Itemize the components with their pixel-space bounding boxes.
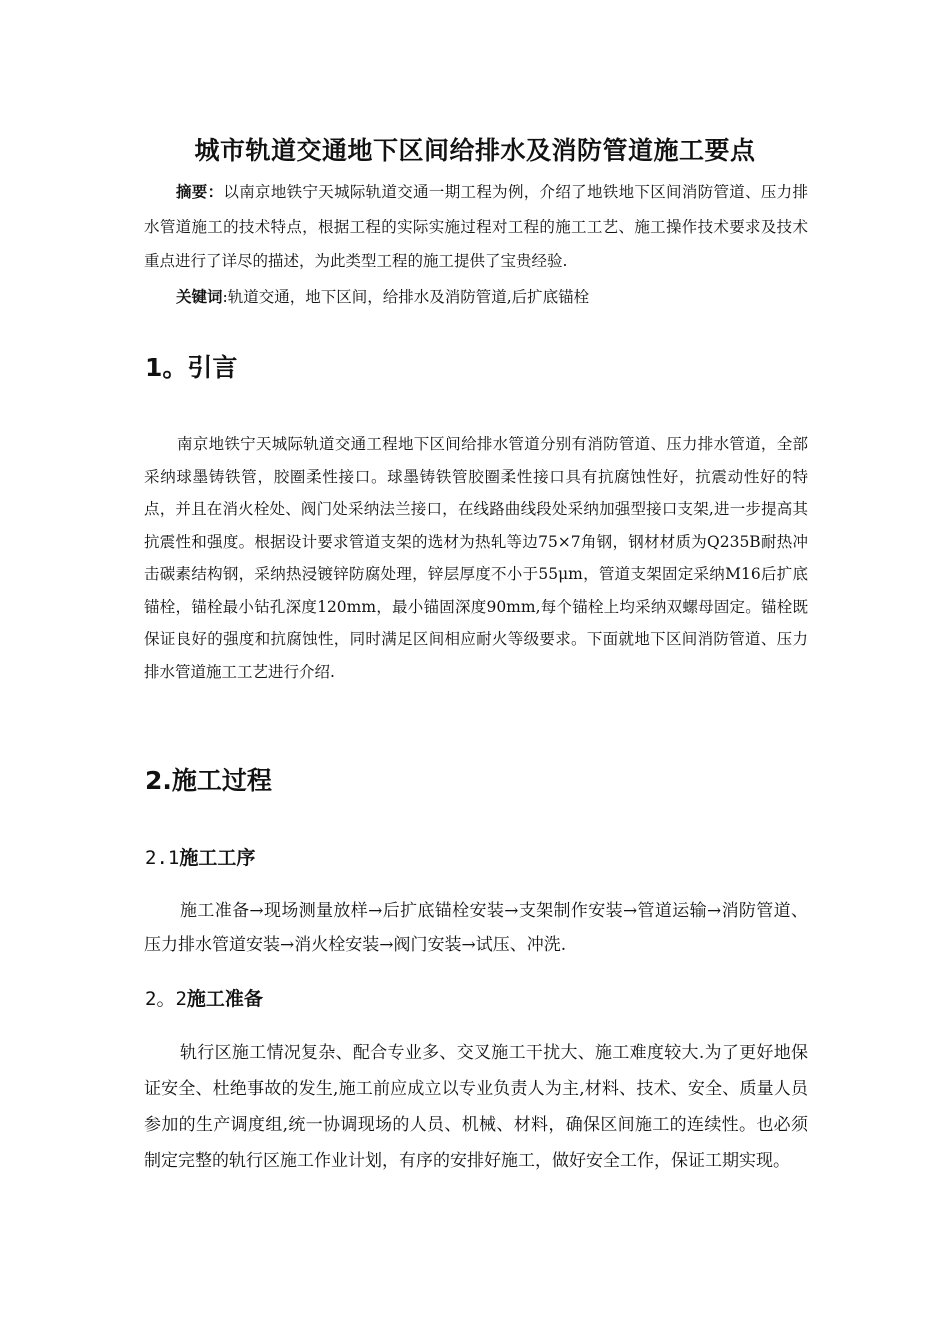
- abstract-text: 以南京地铁宁天城际轨道交通一期工程为例，介绍了地铁地下区间消防管道、压力排水管道施工的技术特点，根据工程的实际实施过程对工程的施工工艺、施工操作技术要求及技术重点进行了详尽的描述，为此类型工程的施工提供了宝贵经验.: [144, 183, 808, 270]
- document-title: 城市轨道交通地下区间给排水及消防管道施工要点: [194, 136, 756, 165]
- abstract-label: 摘要：: [176, 183, 224, 201]
- subsection-2-1-title: 施工工序: [179, 847, 256, 869]
- subsection-2-2-title: 施工准备: [186, 988, 263, 1010]
- abstract: [144, 175, 808, 279]
- subsection-2-2-paragraph: 轨行区施工情况复杂、配合专业多、交叉施工干扰大、施工难度较大.为了更好地保证安全、杜绝事故的发生,施工前应成立以专业负责人为主,材料、技术、安全、质量人员参加的生产调度组,统一协调现场的人员、机械、材料，确保区间施工的连续性。也必须制定完整的轨行区施工作业计划，有序的安排好施工，做好安全工作，保证工期实现。: [144, 1043, 808, 1171]
- keywords: [144, 282, 808, 312]
- section-1-heading: 1。引言: [145, 353, 238, 382]
- section-1-paragraph: 南京地铁宁天城际轨道交通工程地下区间给排水管道分别有消防管道、压力排水管道，全部采纳球墨铸铁管，胶圈柔性接口。球墨铸铁管胶圈柔性接口具有抗腐蚀性好，抗震动性好的特点，并且在消火栓处、阀门处采纳法兰接口，在线路曲线段处采纳加强型接口支架,进一步提高其抗震性和强度。根据设计要求管道支架的选材为热轧等边75×7角钢，钢材材质为Q235B耐热冲击碳素结构钢，采纳热浸镀锌防腐处理，锌层厚度不小于55μm，管道支架固定采纳M16后扩底锚栓，锚栓最小钻孔深度120mm，最小锚固深度90mm,每个锚栓上均采纳双螺母固定。锚栓既保证良好的强度和抗腐蚀性，同时满足区间相应耐火等级要求。下面就地下区间消防管道、压力排水管道施工工艺进行介绍.: [144, 435, 808, 681]
- subsection-2-1-paragraph: 施工准备→现场测量放样→后扩底锚栓安装→支架制作安装→管道运输→消防管道、压力排水管道安装→消火栓安装→阀门安装→试压、冲洗.: [144, 901, 808, 955]
- subsection-2-1-number: 2.1: [145, 847, 180, 869]
- subsection-2-2-number: 2。2: [145, 988, 187, 1010]
- subsection-2-1-heading: [145, 843, 255, 873]
- keywords-text: :轨道交通，地下区间，给排水及消防管道,后扩底锚栓: [222, 288, 590, 306]
- section-2-heading: 2.施工过程: [145, 766, 272, 795]
- subsection-2-2-heading: [145, 984, 263, 1014]
- keywords-label: 关键词: [176, 288, 223, 306]
